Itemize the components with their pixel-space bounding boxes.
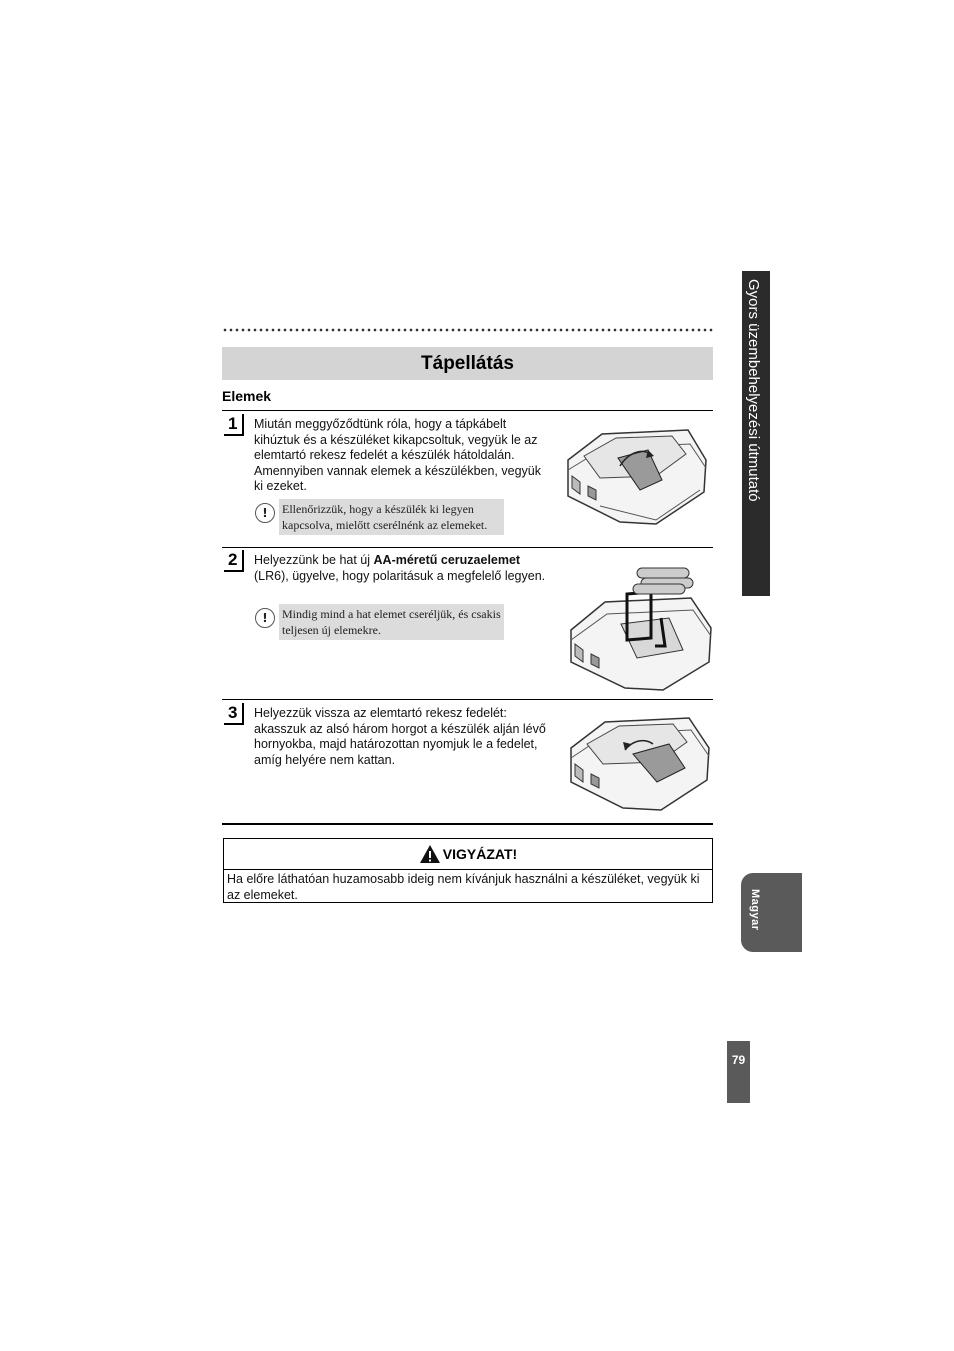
step-divider bbox=[222, 410, 713, 411]
language-tab bbox=[741, 873, 802, 952]
replace-cover-illustration bbox=[565, 710, 713, 815]
step-text-part: (LR6), ügyelve, hogy polaritásuk a megfelelő legyen. bbox=[254, 568, 546, 583]
guide-side-tab-label: Gyors üzembehelyezési útmutató bbox=[745, 279, 762, 502]
language-tab-label: Magyar bbox=[749, 889, 761, 931]
note-icon: ! bbox=[255, 503, 275, 523]
page-number: 79 bbox=[727, 1041, 750, 1103]
step-divider bbox=[222, 699, 713, 700]
step-text: Miután meggyőződtünk róla, hogy a tápkábelt kihúztuk és a készüléket kikapcsoltuk, vegyük le az elemtartó rekesz fedelét a készülék hátoldalán. Amennyiben vannak elemek a készülékben, vegyük ki ezeket. bbox=[254, 417, 541, 493]
note-icon: ! bbox=[255, 608, 275, 628]
section-divider bbox=[222, 823, 713, 825]
dotted-separator bbox=[222, 327, 713, 333]
step-text bbox=[254, 553, 550, 584]
step-text-emphasis: AA-méretű ceruzaelemet bbox=[373, 553, 521, 567]
step-number: 1 bbox=[224, 414, 244, 436]
caution-text: Ha előre láthatóan huzamosabb ideig nem kívánjuk használni a készüléket, vegyük ki az elemeket. bbox=[227, 872, 700, 902]
caution-heading: VIGYÁZAT! bbox=[442, 846, 518, 862]
guide-side-tab bbox=[742, 271, 770, 596]
warning-triangle-icon bbox=[419, 844, 441, 864]
remove-cover-illustration bbox=[560, 420, 710, 530]
section-heading: Elemek bbox=[222, 388, 272, 404]
insert-batteries-illustration bbox=[565, 558, 715, 693]
caution-box bbox=[223, 838, 713, 903]
step-number: 2 bbox=[224, 550, 244, 572]
note bbox=[255, 604, 504, 640]
step-text-part: Helyezzünk be hat új bbox=[254, 553, 374, 567]
caution-header bbox=[224, 839, 712, 870]
note-text: Ellenőrizzük, hogy a készülék ki legyen kapcsolva, mielőtt cserélnénk az elemeket. bbox=[279, 499, 504, 535]
step-number: 3 bbox=[224, 703, 244, 725]
step-text: Helyezzük vissza az elemtartó rekesz fedelét: akasszuk az alsó három horgot a készülék alján lévő hornyokba, majd határozottan nyomjuk le a fedelet, amíg helyére nem kattan. bbox=[254, 706, 546, 767]
note-text: Mindig mind a hat elemet cseréljük, és csakis teljesen új elemekre. bbox=[279, 604, 504, 640]
step-divider bbox=[222, 547, 713, 548]
note bbox=[255, 499, 504, 535]
page-title: Tápellátás bbox=[222, 347, 713, 380]
